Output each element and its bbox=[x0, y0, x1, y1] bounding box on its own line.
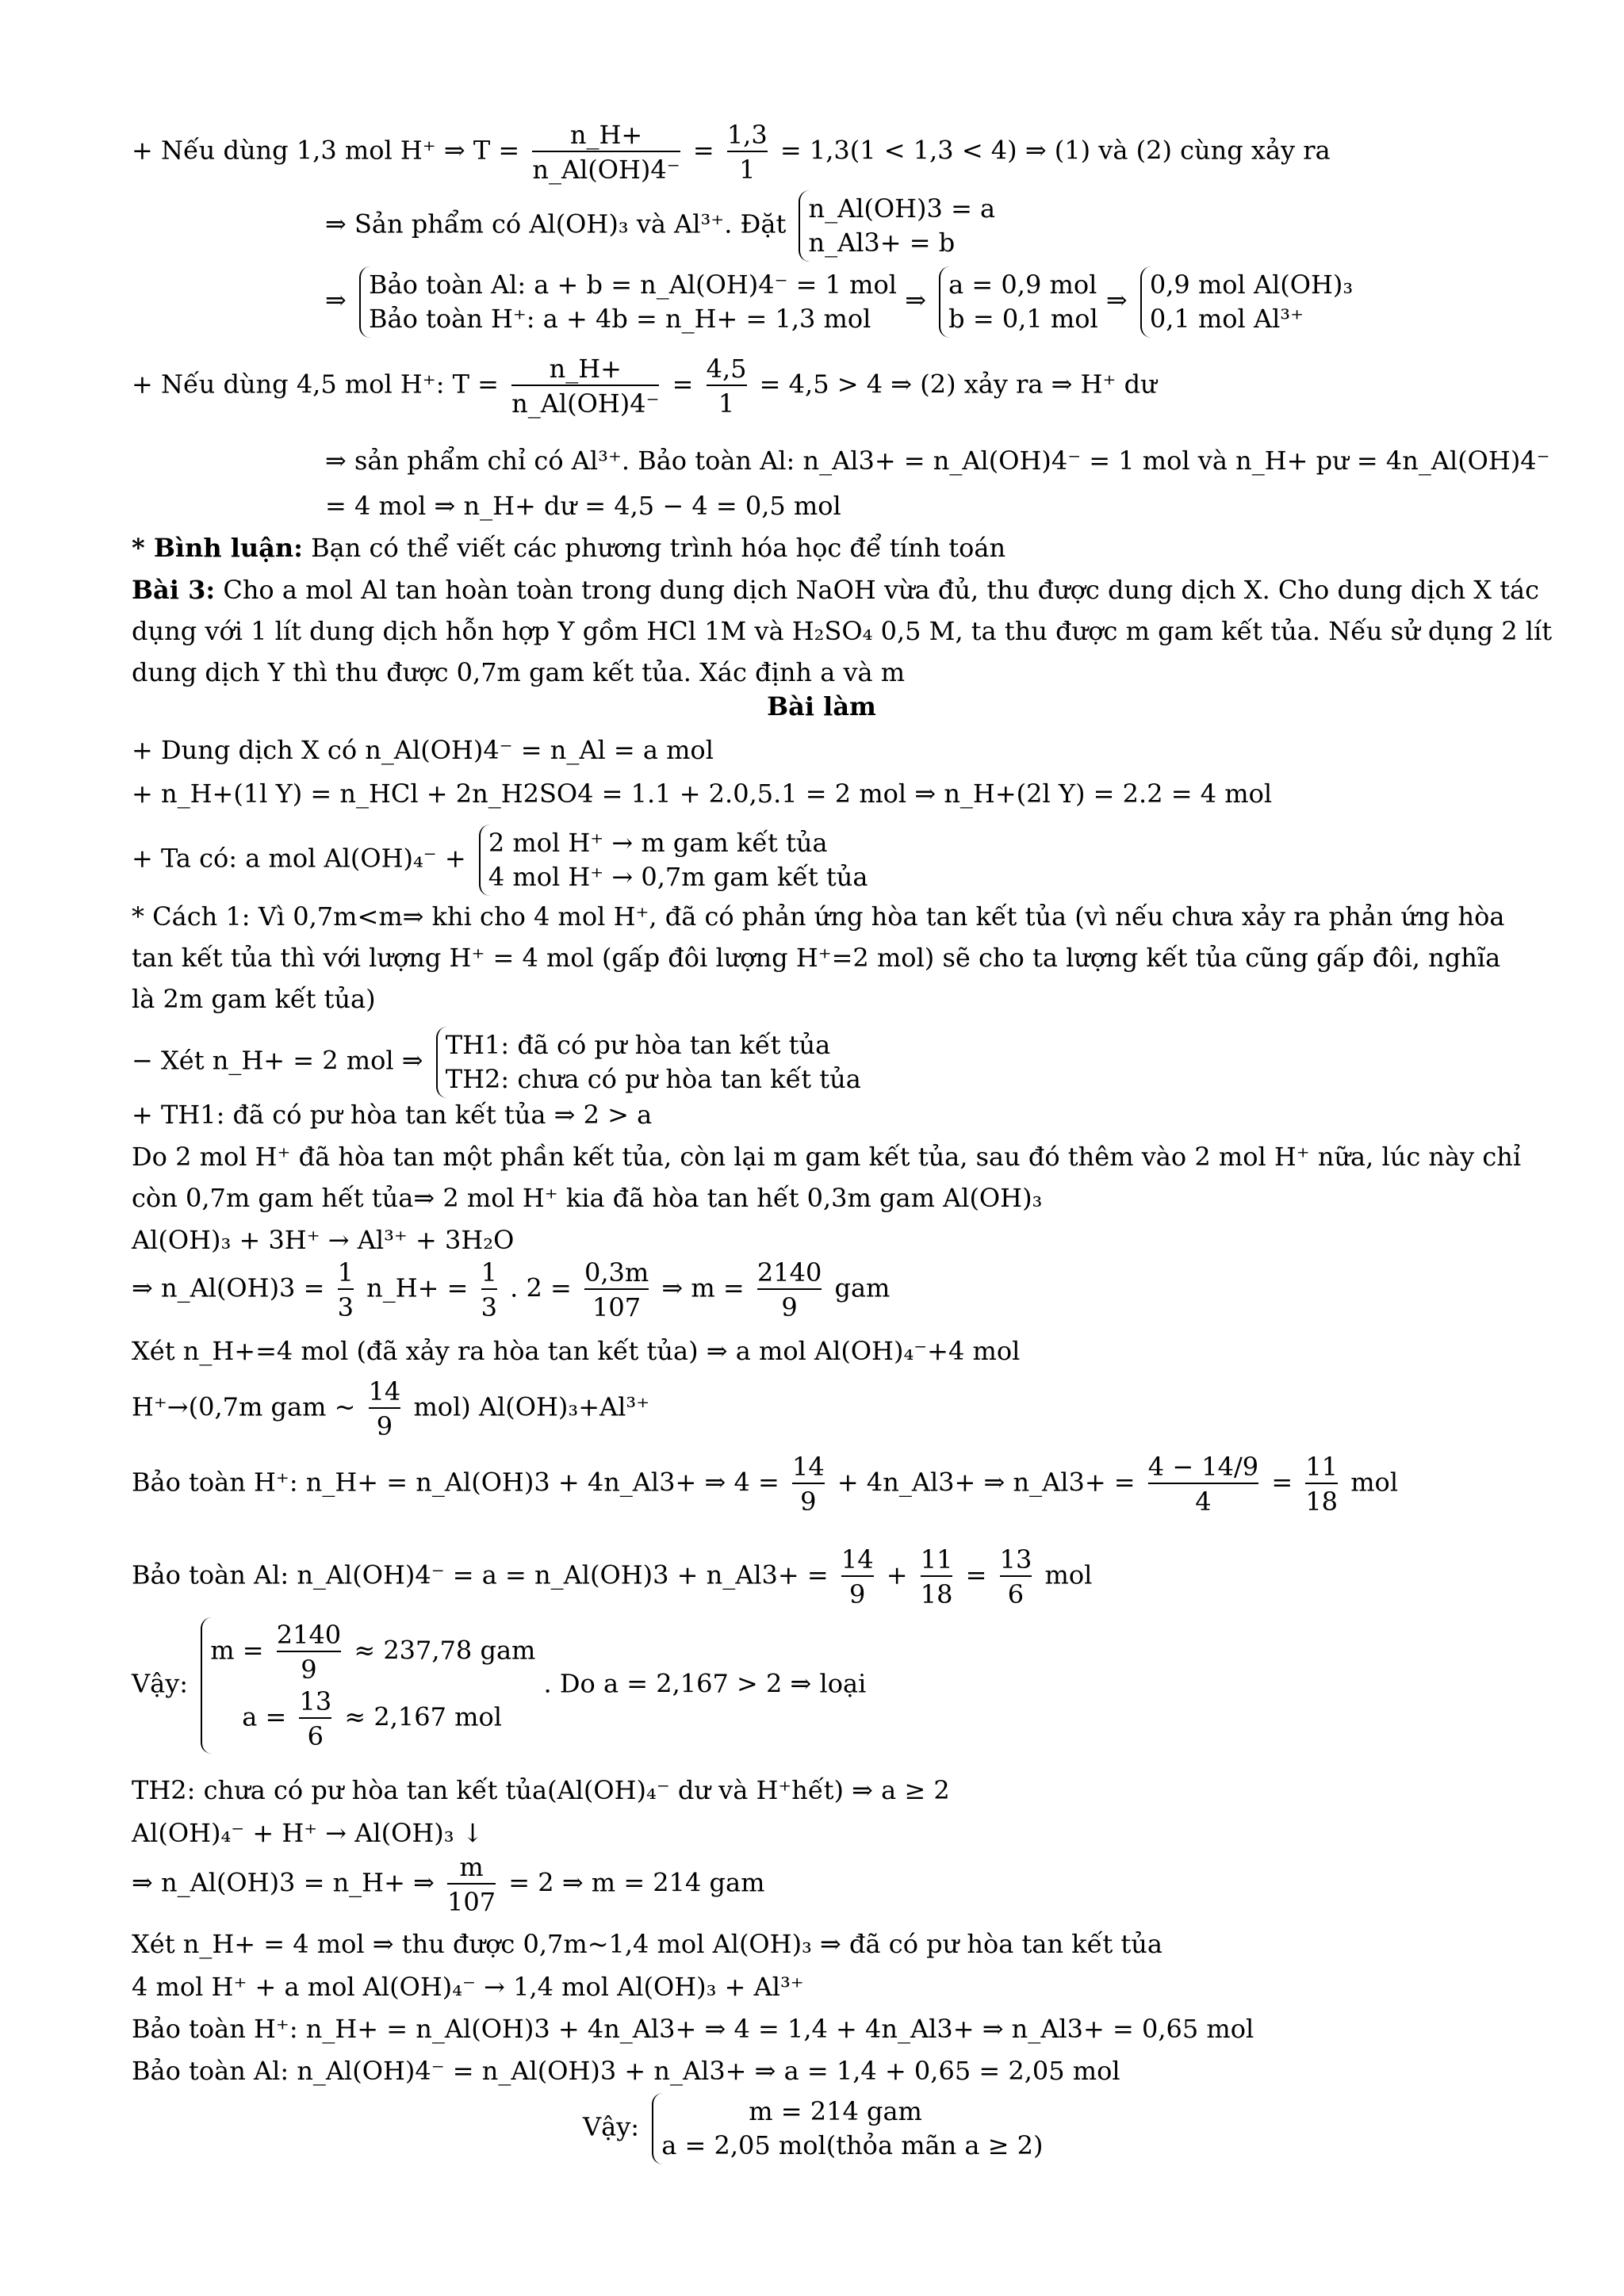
fraction: $\frac{1}{3}$ bbox=[481, 1257, 497, 1322]
exercise-label: Bài 3: bbox=[132, 575, 216, 605]
comment-line bbox=[132, 535, 1005, 561]
brace-system: m = 214 gam a = 2,05 mol(thỏa mãn a ≥ 2) bbox=[652, 2093, 1043, 2164]
line-18 bbox=[132, 1027, 861, 1098]
fraction: $\frac{14}{9}$ bbox=[791, 1452, 825, 1517]
line-4: + Nếu dùng 4,5 mol H⁺: T = $\frac{n\_H+}{n\_Al(OH)4^-}$ = $\frac{4,5}{1}$ = 4,5 > 4 ⇒ (2) xảy ra ⇒ H⁺ dư bbox=[132, 354, 1157, 419]
line-22: Al(OH)₃ + 3H⁺ → Al³⁺ + 3H₂O bbox=[132, 1225, 515, 1255]
exercise-title-line bbox=[132, 577, 1539, 603]
fraction: $\frac{11}{18}$ bbox=[920, 1544, 953, 1609]
text: + Nếu dùng 4,5 mol H⁺: T = bbox=[132, 369, 499, 400]
text: + Nếu dùng 1,3 mol H⁺ ⇒ T = bbox=[132, 135, 520, 166]
text: Vậy: bbox=[132, 1668, 189, 1699]
line-20: Do 2 mol H⁺ đã hòa tan một phần kết tủa, còn lại m gam kết tủa, sau đó thêm vào 2 mol H⁺ nữa, lúc này chỉ bbox=[132, 1142, 1522, 1172]
solution-heading: Bài làm bbox=[767, 691, 876, 721]
text: = 4,5 > 4 ⇒ (2) xảy ra ⇒ H⁺ dư bbox=[759, 369, 1157, 400]
line-10: dung dịch Y thì thu được 0,7m gam kết tủa. Xác định a và m bbox=[132, 657, 906, 687]
fraction: $\frac{m}{107}$ bbox=[447, 1852, 496, 1917]
text: ⇒ n_Al(OH)3 = n_H+ ⇒ bbox=[132, 1867, 435, 1898]
line-35: Bảo toàn Al: n_Al(OH)4⁻ = n_Al(OH)3 + n_Al3+ ⇒ a = 1,4 + 0,65 = 2,05 mol bbox=[132, 2056, 1120, 2086]
text: Bảo toàn H⁺: n_H+ = n_Al(OH)3 + 4n_Al3+ ⇒ 4 = bbox=[132, 1467, 779, 1498]
line-31: ⇒ n_Al(OH)3 = n_H+ ⇒ $\frac{m}{107}$ = 2 ⇒ m = 214 gam bbox=[132, 1852, 765, 1917]
line-19: + TH1: đã có pư hòa tan kết tủa ⇒ 2 > a bbox=[132, 1100, 653, 1130]
text: Cho a mol Al tan hoàn toàn trong dung dịch NaOH vừa đủ, thu được dung dịch X. Cho dung dịch X tác bbox=[215, 575, 1540, 605]
line-13: + n_H+(1l Y) = n_HCl + 2n_H2SO4 = 1.1 + 2.0,5.1 = 2 mol ⇒ n_H+(2l Y) = 2.2 = 4 mol bbox=[132, 779, 1273, 809]
line-23: ⇒ n_Al(OH)3 = $\frac{1}{3}$ n_H+ = $\frac{1}{3}$ . 2 = $\frac{0,3m}{107}$ ⇒ m = $\frac{2140}{9}$ gam bbox=[132, 1257, 891, 1322]
brace-system: TH1: đã có pư hòa tan kết tủa TH2: chưa có pư hòa tan kết tủa bbox=[436, 1027, 861, 1098]
text: − Xét n_H+ = 2 mol ⇒ bbox=[132, 1045, 423, 1076]
brace-system: 2 mol H⁺ → m gam kết tủa 4 mol H⁺ → 0,7m gam kết tủa bbox=[479, 825, 868, 896]
text: Bạn có thể viết các phương trình hóa học để tính toán bbox=[302, 533, 1006, 563]
line-3: ⇒ Bảo toàn Al: a + b = n_Al(OH)4⁻ = 1 mol Bảo toàn H⁺: a + 4b = n_H+ = 1,3 mol ⇒ a = 0,9 mol b = 0,1 mol ⇒ 0,9 mol Al(OH)₃ 0,1 mol Al³⁺ bbox=[325, 266, 1353, 338]
text: ⇒ Sản phẩm có Al(OH)₃ và Al³⁺. Đặt bbox=[325, 209, 787, 239]
fraction: $\frac{14}{9}$ bbox=[841, 1544, 874, 1609]
fraction: $\frac{4,5}{1}$ bbox=[706, 354, 747, 419]
line-24: Xét n_H+=4 mol (đã xảy ra hòa tan kết tủa) ⇒ a mol Al(OH)₄⁻+4 mol bbox=[132, 1336, 1021, 1366]
text: + Ta có: a mol Al(OH)₄⁻ + bbox=[132, 843, 466, 874]
line-1: + Nếu dùng 1,3 mol H⁺ ⇒ T = $\frac{n\_H+}{n\_Al(OH)4^-}$ = $\frac{1,3}{1}$ = 1,3(1 < 1,3 < 4) ⇒ (1) và (2) cùng xảy ra bbox=[132, 120, 1331, 185]
line-14 bbox=[132, 825, 868, 896]
line-36 bbox=[583, 2093, 1043, 2164]
fraction: $\frac{n\_H+}{n\_Al(OH)4^-}$ bbox=[511, 354, 660, 419]
line-9: dụng với 1 lít dung dịch hỗn hợp Y gồm HCl 1M và H₂SO₄ 0,5 M, ta thu được m gam kết tủa. Nếu sử dụng 2 lít bbox=[132, 616, 1553, 646]
text: ⇒ n_Al(OH)3 = bbox=[132, 1272, 325, 1303]
line-21: còn 0,7m gam hết tủa⇒ 2 mol H⁺ kia đã hòa tan hết 0,3m gam Al(OH)₃ bbox=[132, 1183, 1043, 1213]
line-26: Bảo toàn H⁺: n_H+ = n_Al(OH)3 + 4n_Al3+ ⇒ 4 = $\frac{14}{9}$ + 4n_Al3+ ⇒ n_Al3+ = $\frac{4 - 14/9}{4}$ = $\frac{11}{18}$ mol bbox=[132, 1452, 1399, 1517]
fraction: $\frac{14}{9}$ bbox=[368, 1376, 401, 1441]
brace-system: a = 0,9 mol b = 0,1 mol bbox=[939, 266, 1098, 338]
fraction: $\frac{1,3}{1}$ bbox=[726, 120, 768, 185]
line-25: H⁺→(0,7m gam ~ $\frac{14}{9}$ mol) Al(OH)₃+Al³⁺ bbox=[132, 1376, 650, 1441]
brace-system: 0,9 mol Al(OH)₃ 0,1 mol Al³⁺ bbox=[1140, 266, 1353, 338]
text: Bảo toàn Al: n_Al(OH)4⁻ = a = n_Al(OH)3 + n_Al3+ = bbox=[132, 1559, 829, 1590]
brace-system: m = $\frac{2140}{9}$ ≈ 237,78 gam a = $\frac{13}{6}$ ≈ 2,167 mol bbox=[201, 1617, 535, 1754]
line-2 bbox=[325, 190, 995, 262]
line-27: Bảo toàn Al: n_Al(OH)4⁻ = a = n_Al(OH)3 + n_Al3+ = $\frac{14}{9}$ + $\frac{11}{18}$ = $\frac{13}{6}$ mol bbox=[132, 1544, 1093, 1609]
fraction: $\frac{0,3m}{107}$ bbox=[584, 1257, 649, 1322]
brace-system: Bảo toàn Al: a + b = n_Al(OH)4⁻ = 1 mol Bảo toàn H⁺: a + 4b = n_H+ = 1,3 mol bbox=[359, 266, 897, 338]
text: Vậy: bbox=[583, 2111, 640, 2142]
fraction: $\frac{13}{6}$ bbox=[999, 1544, 1032, 1609]
fraction: $\frac{4 - 14/9}{4}$ bbox=[1147, 1452, 1259, 1517]
line-6: = 4 mol ⇒ n_H+ dư = 4,5 − 4 = 0,5 mol bbox=[325, 491, 841, 521]
line-32: Xét n_H+ = 4 mol ⇒ thu được 0,7m~1,4 mol Al(OH)₃ ⇒ đã có pư hòa tan kết tủa bbox=[132, 1929, 1162, 1959]
line-5: ⇒ sản phẩm chỉ có Al³⁺. Bảo toàn Al: n_Al3+ = n_Al(OH)4⁻ = 1 mol và n_H+ pư = 4n_Al(OH)4⁻ bbox=[325, 446, 1550, 476]
line-12: + Dung dịch X có n_Al(OH)4⁻ = n_Al = a mol bbox=[132, 735, 714, 765]
fraction: $\frac{n\_H+}{n\_Al(OH)4^-}$ bbox=[532, 120, 680, 185]
line-16: tan kết tủa thì với lượng H⁺ = 4 mol (gấp đôi lượng H⁺=2 mol) sẽ cho ta lượng kết tủa cũng gấp đôi, nghĩa bbox=[132, 943, 1501, 973]
line-33: 4 mol H⁺ + a mol Al(OH)₄⁻ → 1,4 mol Al(OH)₃ + Al³⁺ bbox=[132, 1972, 804, 2002]
fraction: $\frac{11}{18}$ bbox=[1305, 1452, 1339, 1517]
brace-system: n_Al(OH)3 = a n_Al3+ = b bbox=[799, 190, 995, 262]
line-17: là 2m gam kết tủa) bbox=[132, 984, 376, 1014]
line-30: Al(OH)₄⁻ + H⁺ → Al(OH)₃ ↓ bbox=[132, 1818, 484, 1848]
text: H⁺→(0,7m gam ~ bbox=[132, 1391, 356, 1422]
fraction: $\frac{1}{3}$ bbox=[337, 1257, 354, 1322]
text: = 1,3(1 < 1,3 < 4) ⇒ (1) và (2) cùng xảy ra bbox=[779, 135, 1331, 166]
comment-label: * Bình luận: bbox=[132, 533, 303, 563]
fraction: $\frac{2140}{9}$ bbox=[756, 1257, 822, 1322]
line-34: Bảo toàn H⁺: n_H+ = n_Al(OH)3 + 4n_Al3+ ⇒ 4 = 1,4 + 4n_Al3+ ⇒ n_Al3+ = 0,65 mol bbox=[132, 2014, 1254, 2044]
line-15: * Cách 1: Vì 0,7m<m⇒ khi cho 4 mol H⁺, đã có phản ứng hòa tan kết tủa (vì nếu chưa xảy ra phản ứng hòa bbox=[132, 901, 1505, 932]
line-29: TH2: chưa có pư hòa tan kết tủa(Al(OH)₄⁻ dư và H⁺hết) ⇒ a ≥ 2 bbox=[132, 1775, 950, 1805]
line-28: Vậy: m = $\frac{2140}{9}$ ≈ 237,78 gam a = $\frac{13}{6}$ ≈ 2,167 mol . Do a = 2,167 > 2 ⇒ loại bbox=[132, 1617, 866, 1754]
